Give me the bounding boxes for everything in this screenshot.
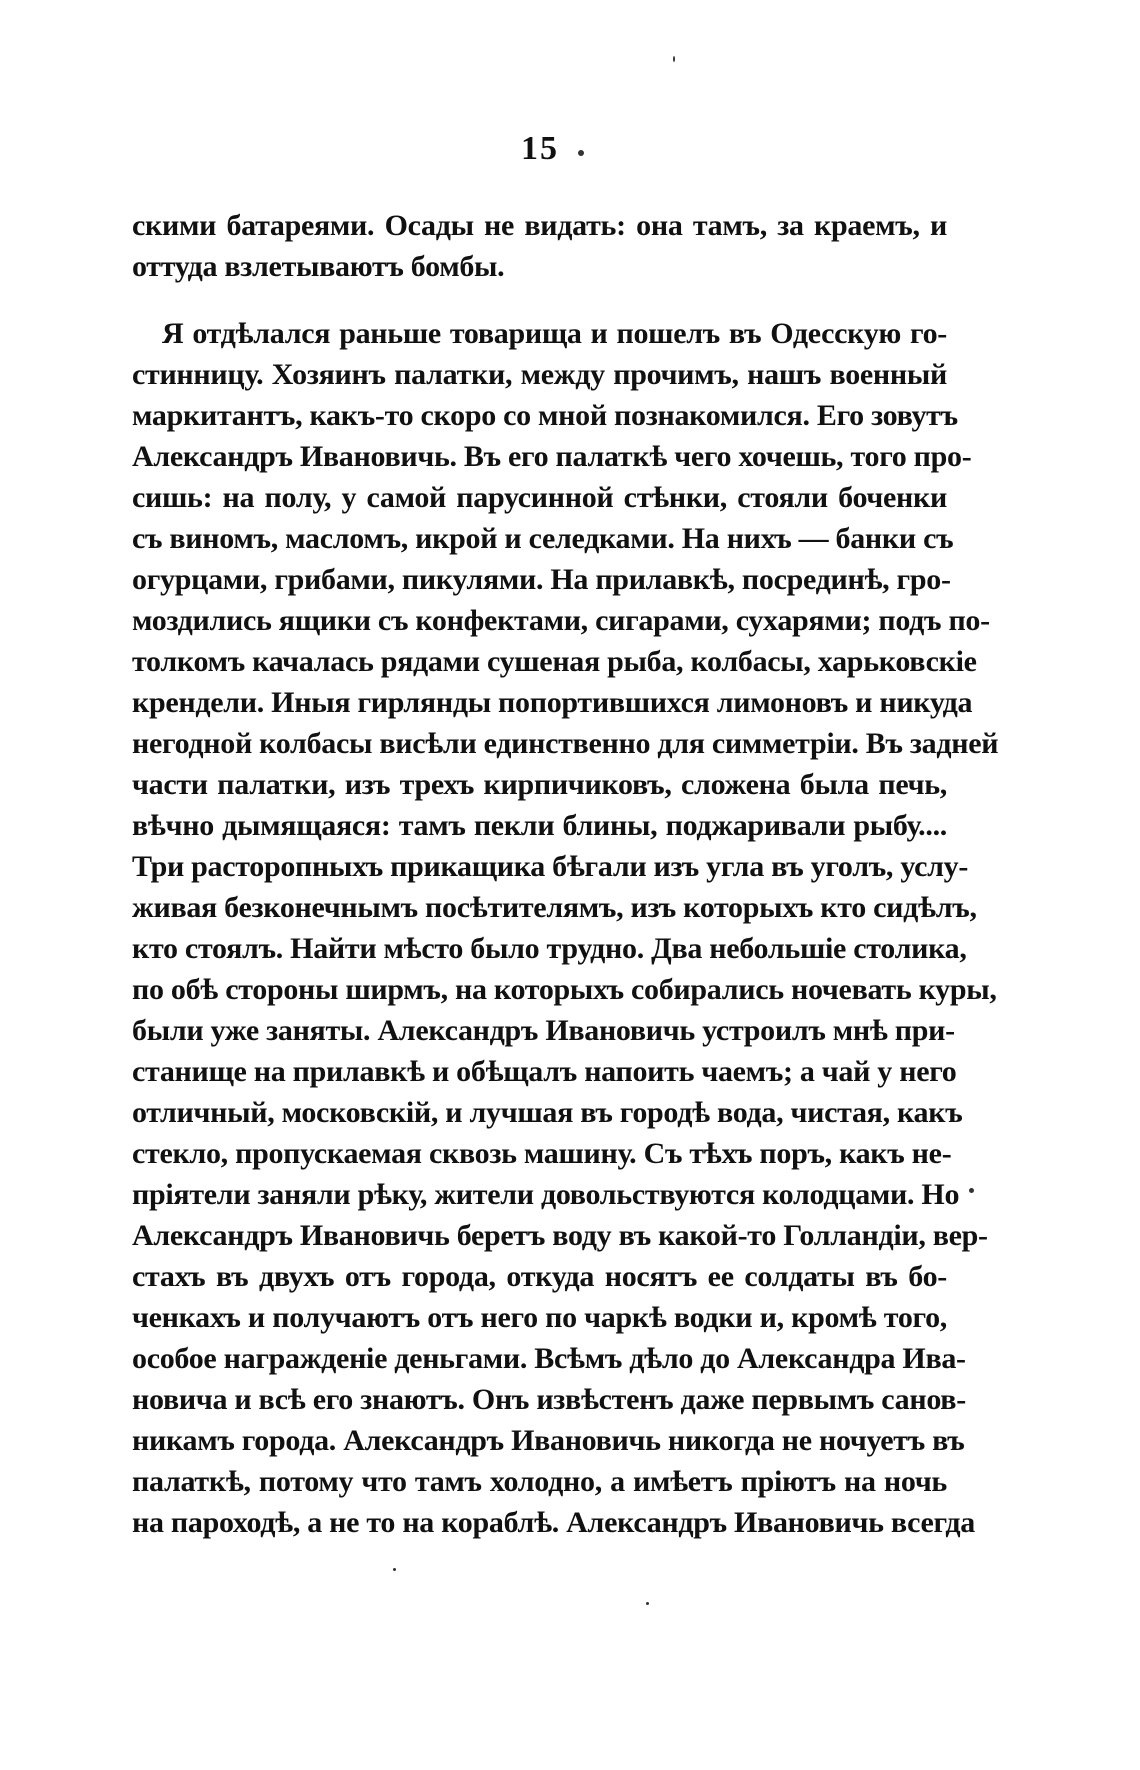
text-line: станище на прилавкѣ и обѣщалъ напоить чаемъ; а чай у него xyxy=(132,1055,957,1088)
print-speck xyxy=(673,56,675,62)
text-line: живая безконечнымъ посѣтителямъ, изъ которыхъ кто сидѣлъ, xyxy=(132,891,977,924)
text-line: толкомъ качалась рядами сушеная рыба, колбасы, харьковскіе xyxy=(132,645,977,678)
text-line: Александръ Ивановичь. Въ его палаткѣ чего хочешь, того про- xyxy=(132,440,972,473)
text-line: Три расторопныхъ прикащика бѣгали изъ угла въ уголъ, услу- xyxy=(132,850,969,883)
text-line: палаткѣ, потому что тамъ холодно, а имѣетъ пріютъ на ночь xyxy=(132,1465,947,1498)
text-line: моздились ящики съ конфектами, сигарами, сухарями; подъ по- xyxy=(132,604,990,637)
text-line: новича и всѣ его знаютъ. Онъ извѣстенъ даже первымъ санов- xyxy=(132,1383,966,1416)
text-line: стекло, пропускаемая сквозь машину. Съ тѣхъ поръ, какъ не- xyxy=(132,1137,952,1170)
page-number: 15 xyxy=(521,130,559,167)
text-line: были уже заняты. Александръ Ивановичь устроилъ мнѣ при- xyxy=(132,1014,955,1047)
text-line: Александръ Ивановичь беретъ воду въ какой-то Голландіи, вер- xyxy=(132,1219,988,1252)
paragraph-gap xyxy=(132,287,947,313)
text-line: сишь: на полу, у самой парусинной стѣнки, стояли боченки xyxy=(132,481,947,514)
text-line: пріятели заняли рѣку, жители довольствуются колодцами. Но xyxy=(132,1178,960,1211)
text-line: особое награжденіе деньгами. Всѣмъ дѣло до Александра Ива- xyxy=(132,1342,966,1375)
print-speck xyxy=(578,150,584,156)
body-text xyxy=(132,205,999,1543)
print-speck xyxy=(646,1602,649,1605)
text-line: стахъ въ двухъ отъ города, откуда носятъ ее солдаты въ бо- xyxy=(132,1260,947,1293)
text-line: кто стоялъ. Найти мѣсто было трудно. Два небольшіе столика, xyxy=(132,932,967,965)
print-speck xyxy=(969,1188,974,1193)
text-line: вѣчно дымящаяся: тамъ пекли блины, поджаривали рыбу.... xyxy=(132,809,947,842)
text-line: крендели. Иныя гирлянды попортившихся лимоновъ и никуда xyxy=(132,686,973,719)
text-line: части палатки, изъ трехъ кирпичиковъ, сложена была печь, xyxy=(132,768,947,801)
text-line: маркитантъ, какъ-то скоро со мной познакомился. Его зовутъ xyxy=(132,399,958,432)
print-speck xyxy=(393,1568,396,1571)
text-line: на пароходѣ, а не то на кораблѣ. Александръ Ивановичь всегда xyxy=(132,1506,975,1539)
text-line: по обѣ стороны ширмъ, на которыхъ собирались ночевать куры, xyxy=(132,973,997,1006)
text-line: никамъ города. Александръ Ивановичь никогда не ночуетъ въ xyxy=(132,1424,965,1457)
text-line: оттуда взлетываютъ бомбы. xyxy=(132,250,505,283)
text-line: съ виномъ, масломъ, икрой и селедками. На нихъ — банки съ xyxy=(132,522,954,555)
text-line: огурцами, грибами, пикулями. На прилавкѣ, посрединѣ, гро- xyxy=(132,563,951,596)
text-line: отличный, московскій, и лучшая въ городѣ вода, чистая, какъ xyxy=(132,1096,963,1129)
text-line: негодной колбасы висѣли единственно для симметріи. Въ задней xyxy=(132,727,999,760)
text-line: ченкахъ и получаютъ отъ него по чаркѣ водки и, кромѣ того, xyxy=(132,1301,947,1334)
text-line: скими батареями. Осады не видать: она тамъ, за краемъ, и xyxy=(132,209,947,242)
text-line: стинницу. Хозяинъ палатки, между прочимъ, нашъ военный xyxy=(132,358,947,391)
text-line: Я отдѣлался раньше товарища и пошелъ въ Одесскую го- xyxy=(162,317,947,350)
